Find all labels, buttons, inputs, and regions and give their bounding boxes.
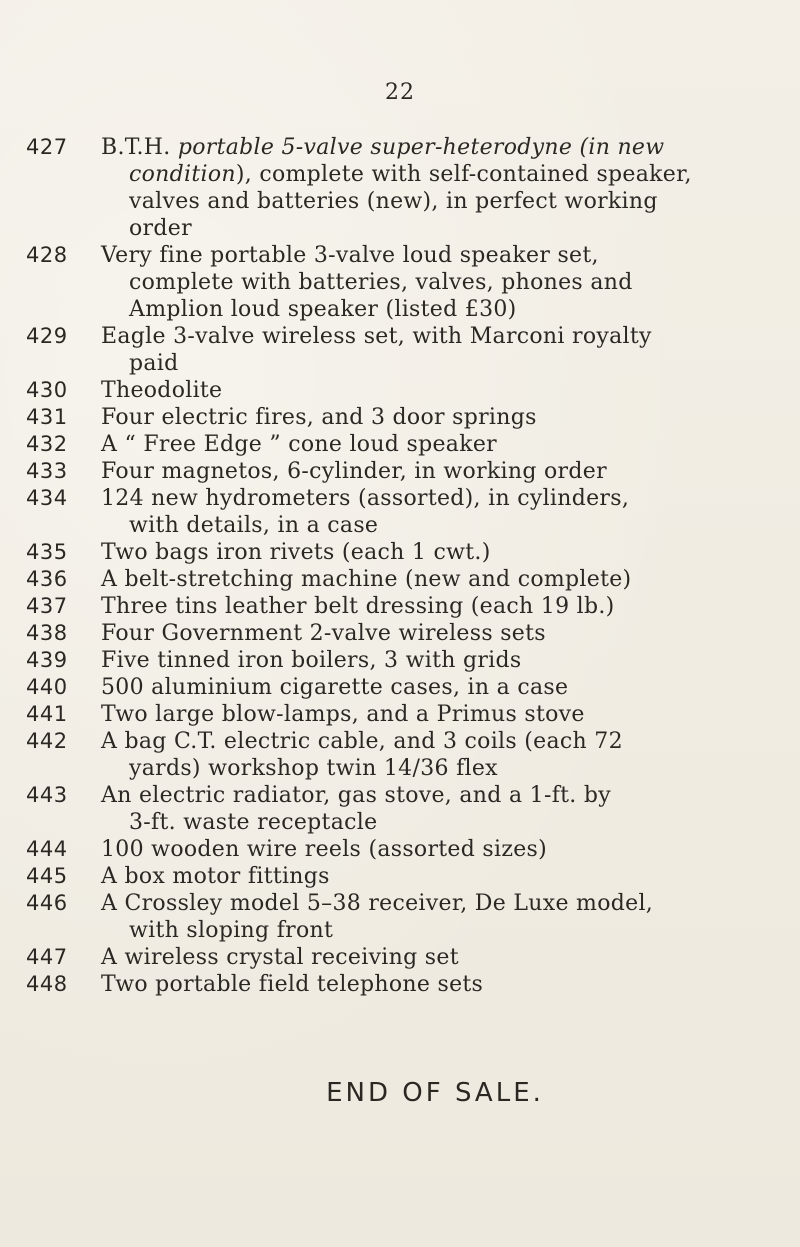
lot-number: 436: [26, 567, 68, 591]
lot-number: 435: [26, 540, 68, 564]
lot-description-line: valves and batteries (new), in perfect working: [129, 189, 658, 214]
lot-item: [26, 782, 786, 836]
lot-description-line: Two bags iron rivets (each 1 cwt.): [101, 540, 491, 565]
lot-description-line: A box motor fittings: [101, 864, 330, 889]
lot-description: [101, 323, 786, 377]
italic-segment: portable 5-valve super-heterodyne (in new: [177, 135, 665, 160]
lot-number: 429: [26, 324, 68, 348]
end-of-sale-text: END OF SALE.: [326, 1078, 544, 1108]
lot-number: 448: [26, 972, 68, 996]
lot-number: 439: [26, 648, 68, 672]
lot-description-line: A belt-stretching machine (new and complete): [101, 567, 632, 592]
page-number: 22: [385, 80, 415, 105]
lot-description-line: with details, in a case: [129, 513, 379, 538]
lot-description: [101, 431, 786, 458]
lot-item: [26, 593, 786, 620]
lot-description-line: with sloping front: [129, 918, 334, 943]
lot-description-line: complete with batteries, valves, phones and: [129, 270, 633, 295]
lot-description: [101, 701, 786, 728]
lot-description-line: 100 wooden wire reels (assorted sizes): [101, 837, 548, 862]
lot-number: 438: [26, 621, 68, 645]
lot-description: [101, 863, 786, 890]
lot-description-line: Theodolite: [101, 378, 223, 403]
lot-item: [26, 944, 786, 971]
lot-description-line: An electric radiator, gas stove, and a 1-ft. by: [101, 783, 611, 808]
lot-number: 442: [26, 729, 68, 753]
lot-number: 443: [26, 783, 68, 807]
lot-item: [26, 674, 786, 701]
lot-description-line: paid: [129, 351, 179, 376]
lot-description: [101, 539, 786, 566]
lot-item: [26, 647, 786, 674]
lot-number: 427: [26, 135, 68, 159]
lot-description-line: Two portable field telephone sets: [101, 972, 484, 997]
lot-item: [26, 890, 786, 944]
lot-description-line: A “ Free Edge ” cone loud speaker: [101, 432, 497, 457]
lot-description-line: Two large blow-lamps, and a Primus stove: [101, 702, 585, 727]
lot-number: 445: [26, 864, 68, 888]
lot-number: 431: [26, 405, 68, 429]
lot-description-line: Eagle 3-valve wireless set, with Marconi royalty: [101, 324, 652, 349]
lot-description: [101, 620, 786, 647]
lot-list: [26, 134, 786, 998]
lot-number: 447: [26, 945, 68, 969]
lot-description-line: order: [129, 216, 192, 241]
lot-item: [26, 404, 786, 431]
lot-number: 440: [26, 675, 68, 699]
lot-item: [26, 242, 786, 323]
lot-description-line: Four Government 2-valve wireless sets: [101, 621, 546, 646]
lot-item: [26, 458, 786, 485]
lot-description-line: Three tins leather belt dressing (each 19 lb.): [101, 594, 615, 619]
lot-description: [101, 134, 786, 242]
lot-description: [101, 404, 786, 431]
lot-number: 428: [26, 243, 68, 267]
lot-number: 430: [26, 378, 68, 402]
lot-description-line: 124 new hydrometers (assorted), in cylinders,: [101, 486, 630, 511]
lot-description-line: yards) workshop twin 14/36 flex: [129, 756, 498, 781]
lot-number: 433: [26, 459, 68, 483]
lot-description: [101, 242, 786, 323]
lot-item: [26, 728, 786, 782]
lot-description-line: Amplion loud speaker (listed £30): [129, 297, 517, 322]
lot-description: [101, 458, 786, 485]
lot-item: [26, 431, 786, 458]
lot-item: [26, 323, 786, 377]
lot-description-line: 500 aluminium cigarette cases, in a case: [101, 675, 569, 700]
lot-description: [101, 890, 786, 944]
lot-description-line: A bag C.T. electric cable, and 3 coils (each 72: [101, 729, 623, 754]
lot-number: 437: [26, 594, 68, 618]
lot-item: [26, 134, 786, 242]
italic-segment: condition: [129, 162, 236, 187]
lot-number: 444: [26, 837, 68, 861]
lot-item: [26, 701, 786, 728]
lot-number: 432: [26, 432, 68, 456]
lot-description: [101, 566, 786, 593]
lot-description: [101, 647, 786, 674]
lot-description: [101, 377, 786, 404]
lot-item: [26, 863, 786, 890]
lot-description-line: Very fine portable 3-valve loud speaker set,: [101, 243, 599, 268]
lot-number: 434: [26, 486, 68, 510]
lot-description-line: Five tinned iron boilers, 3 with grids: [101, 648, 522, 673]
lot-number: 446: [26, 891, 68, 915]
lot-description-line: A wireless crystal receiving set: [101, 945, 459, 970]
lot-description: [101, 674, 786, 701]
lot-number: 441: [26, 702, 68, 726]
lot-description-line: A Crossley model 5–38 receiver, De Luxe model,: [101, 891, 654, 916]
lot-description-line: condition), complete with self-contained speaker,: [129, 162, 692, 187]
lot-description: [101, 593, 786, 620]
lot-description-line: Four electric fires, and 3 door springs: [101, 405, 537, 430]
lot-item: [26, 485, 786, 539]
lot-item: [26, 620, 786, 647]
lot-item: [26, 539, 786, 566]
lot-item: [26, 836, 786, 863]
lot-description: [101, 782, 786, 836]
lot-description: [101, 836, 786, 863]
lot-description-line: B.T.H. portable 5-valve super-heterodyne (in new: [101, 135, 665, 160]
lot-description: [101, 728, 786, 782]
lot-description: [101, 971, 786, 998]
lot-description: [101, 944, 786, 971]
lot-description-line: 3-ft. waste receptacle: [129, 810, 378, 835]
lot-item: [26, 377, 786, 404]
lot-item: [26, 566, 786, 593]
lot-item: [26, 971, 786, 998]
lot-description-line: Four magnetos, 6-cylinder, in working order: [101, 459, 607, 484]
lot-description: [101, 485, 786, 539]
